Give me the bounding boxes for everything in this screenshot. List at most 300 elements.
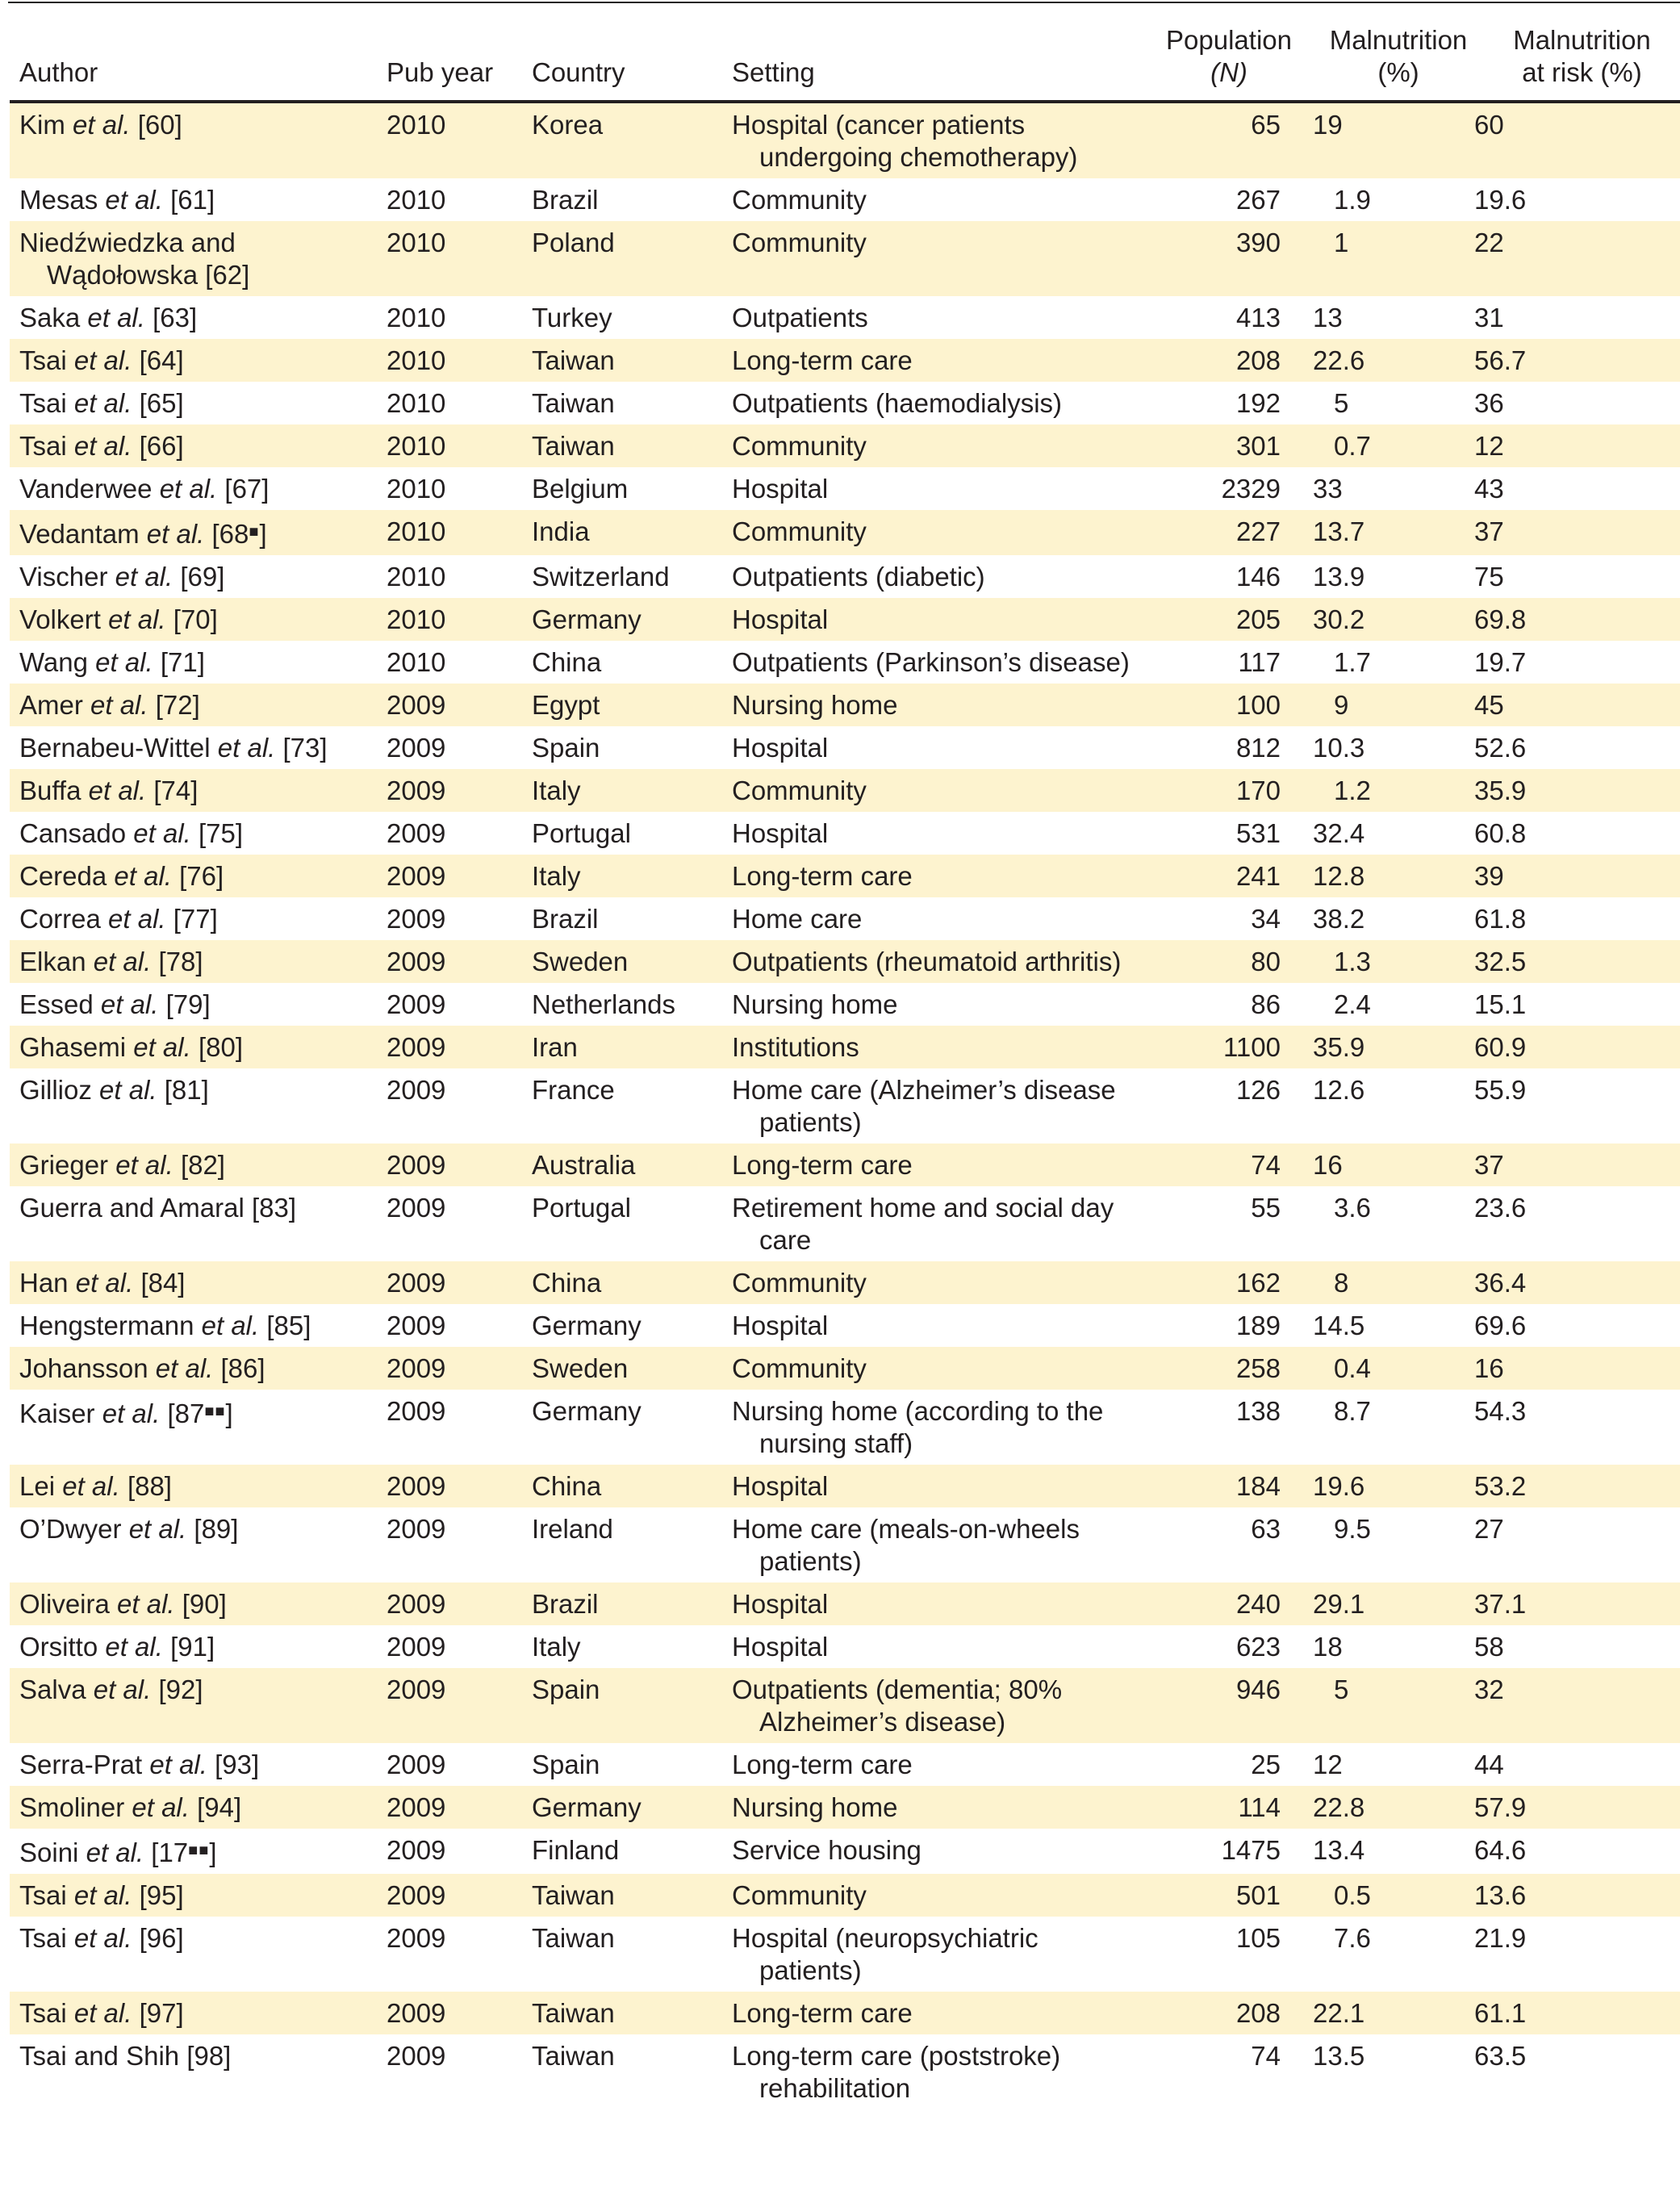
cell-setting (722, 1507, 1135, 1582)
table-row (10, 855, 1680, 897)
cell-malnutrition (1313, 467, 1474, 510)
author-name: Salva (19, 1674, 86, 1704)
cell-population: 413 (1235, 303, 1281, 332)
table-row (10, 1829, 1680, 1874)
author-ref: [81] (164, 1075, 209, 1105)
author-name: Bernabeu-Wittel (19, 733, 211, 763)
cell-malnutrition (1313, 555, 1474, 598)
malnutrition-value: 22.8 (1313, 1792, 1365, 1822)
cell-malnutrition (1313, 424, 1474, 467)
cell-author (10, 1068, 377, 1143)
cell-pub-year: 2009 (387, 1923, 446, 1953)
setting-text: Hospital (732, 1632, 829, 1662)
author-name: Serra-Prat (19, 1750, 143, 1779)
table-row (10, 1874, 1680, 1917)
author-etal: et al. (159, 474, 218, 504)
table-body (10, 102, 1680, 2109)
cell-at-risk (1474, 1874, 1680, 1917)
cell-population: 162 (1135, 1261, 1313, 1304)
cell-population: 192 (1235, 388, 1281, 418)
header-population-line2: (N) (1210, 57, 1247, 87)
cell-at-risk (1474, 598, 1680, 641)
header-malnutrition-line2: (%) (1377, 57, 1419, 87)
table-row (10, 1992, 1680, 2034)
author-ref: [71] (160, 647, 205, 677)
at-risk-value: 69.6 (1474, 1311, 1527, 1340)
at-risk-value: 16 (1474, 1353, 1504, 1383)
cell-pub-year: 2010 (387, 303, 446, 332)
cell-country: Taiwan (522, 1992, 722, 2034)
author-etal: et al. (95, 647, 153, 677)
cell-pub-year: 2009 (377, 1143, 522, 1186)
cell-author (10, 2034, 377, 2109)
cell-country: India (522, 510, 722, 555)
author-name: Tsai (19, 388, 67, 418)
table-row (10, 983, 1680, 1026)
setting-text: Nursing home (732, 690, 898, 720)
author-etal: et al. (73, 345, 132, 375)
author-etal: et al. (128, 1514, 187, 1544)
author-ref: [68■] (211, 519, 267, 549)
cell-population: 208 (1135, 1992, 1313, 2034)
malnutrition-value: 10.3 (1313, 733, 1365, 763)
cell-country: Poland (522, 221, 722, 296)
cell-pub-year: 2009 (377, 1026, 522, 1068)
table-row (10, 467, 1680, 510)
cell-setting (722, 1786, 1135, 1829)
cell-author (10, 467, 377, 510)
author-etal: et al. (105, 1632, 163, 1662)
cell-at-risk (1474, 1347, 1680, 1390)
author-etal: et al. (75, 1268, 134, 1298)
cell-author (10, 1261, 377, 1304)
table-row (10, 1347, 1680, 1390)
author-etal: et al. (90, 690, 148, 720)
at-risk-value: 63.5 (1474, 2041, 1527, 2071)
cell-setting (722, 1992, 1135, 2034)
author-etal: et al. (108, 904, 166, 934)
setting-text: Long-term care (poststroke) rehabilitation (732, 2041, 1061, 2103)
setting-text: Hospital (732, 818, 829, 848)
table-row (10, 1143, 1680, 1186)
setting-text: Outpatients (dementia; 80% Alzheimer’s disease) (732, 1674, 1063, 1737)
author-name: Amer (19, 690, 83, 720)
cell-malnutrition (1313, 983, 1474, 1026)
author-ref: [94] (197, 1792, 242, 1822)
cell-country: Spain (522, 1668, 722, 1743)
cell-pub-year: 2009 (387, 1311, 446, 1340)
cell-author (10, 102, 377, 178)
cell-malnutrition (1313, 178, 1474, 221)
cell-at-risk (1474, 983, 1680, 1026)
malnutrition-value: 1.9 (1334, 185, 1371, 215)
cell-population: 241 (1135, 855, 1313, 897)
author-name: Cansado (19, 818, 127, 848)
setting-text: Community (732, 1268, 867, 1298)
author-etal: et al. (86, 1838, 144, 1867)
cell-population: 114 (1135, 1786, 1313, 1829)
author-etal: et al. (132, 1792, 190, 1822)
cell-population: 126 (1235, 1075, 1281, 1105)
author-etal: et al. (73, 1998, 132, 2028)
at-risk-value: 35.9 (1474, 776, 1527, 805)
cell-author (10, 1668, 377, 1743)
cell-country: Sweden (522, 1347, 722, 1390)
table-row (10, 1582, 1680, 1625)
malnutrition-value: 2.4 (1334, 989, 1371, 1019)
cell-country: Germany (532, 1311, 641, 1340)
cell-at-risk (1474, 2034, 1680, 2109)
cell-at-risk (1474, 1186, 1680, 1261)
cell-setting (722, 684, 1135, 726)
cell-author (10, 1786, 377, 1829)
author-ref: [72] (155, 690, 200, 720)
cell-author (10, 1582, 377, 1625)
setting-text: Community (732, 516, 867, 546)
cell-population: 812 (1235, 733, 1281, 763)
author-etal: et al. (73, 431, 132, 461)
setting-text: Home care (732, 904, 863, 934)
setting-text: Home care (meals-on-wheels patients) (732, 1514, 1080, 1576)
author-etal: et al. (133, 1032, 191, 1062)
malnutrition-value: 19 (1313, 110, 1343, 140)
cell-author (10, 812, 377, 855)
at-risk-value: 54.3 (1474, 1396, 1527, 1426)
cell-population: 2329 (1221, 474, 1281, 504)
author-etal: et al. (99, 1075, 157, 1105)
cell-population: 55 (1251, 1193, 1281, 1223)
cell-setting (722, 897, 1135, 940)
author-name: Essed (19, 989, 94, 1019)
cell-pub-year: 2009 (377, 1261, 522, 1304)
author-name: Vanderwee (19, 474, 153, 504)
cell-at-risk (1474, 769, 1680, 812)
header-country: Country (522, 0, 722, 102)
author-name: Smoliner (19, 1792, 125, 1822)
author-ref: [63] (153, 303, 198, 332)
malnutrition-value: 8.7 (1334, 1396, 1371, 1426)
table-row (10, 1625, 1680, 1668)
author-etal: et al. (105, 185, 163, 215)
header-population-line1: Population (1166, 25, 1292, 55)
at-risk-value: 52.6 (1474, 733, 1527, 763)
cell-author (10, 1507, 377, 1582)
cell-malnutrition (1313, 1261, 1474, 1304)
author-ref: [92] (158, 1674, 203, 1704)
malnutrition-value: 16 (1313, 1150, 1343, 1180)
cell-country: Ireland (532, 1514, 613, 1544)
cell-population: 531 (1235, 818, 1281, 848)
cell-setting (722, 555, 1135, 598)
cell-malnutrition (1313, 855, 1474, 897)
cell-malnutrition (1313, 812, 1474, 855)
author-name: Vischer (19, 562, 108, 592)
cell-country: Taiwan (522, 424, 722, 467)
cell-malnutrition (1313, 726, 1474, 769)
at-risk-value: 37.1 (1474, 1589, 1527, 1619)
cell-at-risk (1474, 296, 1680, 339)
author-name: Gillioz (19, 1075, 92, 1105)
cell-population: 946 (1135, 1668, 1313, 1743)
at-risk-value: 21.9 (1474, 1923, 1527, 1953)
cell-at-risk (1474, 940, 1680, 983)
cell-pub-year: 2009 (377, 855, 522, 897)
cell-author (10, 424, 377, 467)
malnutrition-value: 1.7 (1334, 647, 1371, 677)
cell-pub-year: 2010 (387, 647, 446, 677)
cell-pub-year: 2010 (387, 562, 446, 592)
cell-author (10, 1874, 377, 1917)
header-at-risk-line1: Malnutrition (1513, 25, 1651, 55)
cell-setting (722, 296, 1135, 339)
setting-text: Nursing home (732, 989, 898, 1019)
author-name: Saka (19, 303, 81, 332)
cell-at-risk (1474, 382, 1680, 424)
setting-text: Hospital (cancer patients undergoing chemotherapy) (732, 110, 1078, 172)
cell-at-risk (1474, 1917, 1680, 1992)
setting-text: Hospital (732, 1471, 829, 1501)
cell-author (10, 221, 377, 296)
cell-setting (722, 2034, 1135, 2109)
cell-population: 65 (1135, 102, 1313, 178)
cell-population: 258 (1135, 1347, 1313, 1390)
malnutrition-value: 22.6 (1313, 345, 1365, 375)
at-risk-value: 19.7 (1474, 647, 1527, 677)
malnutrition-value: 13.5 (1313, 2041, 1365, 2071)
cell-country: Sweden (522, 940, 722, 983)
reference-marker-icon: ■■ (204, 1403, 226, 1420)
author-etal: et al. (133, 818, 191, 848)
cell-author (10, 940, 377, 983)
cell-at-risk (1474, 897, 1680, 940)
author-ref: [87■■] (167, 1399, 233, 1428)
at-risk-value: 64.6 (1474, 1835, 1527, 1865)
at-risk-value: 56.7 (1474, 345, 1527, 375)
cell-setting (722, 424, 1135, 467)
at-risk-value: 61.8 (1474, 904, 1527, 934)
at-risk-value: 12 (1474, 431, 1504, 461)
author-ref: [67] (224, 474, 270, 504)
cell-pub-year: 2010 (377, 102, 522, 178)
cell-population: 80 (1135, 940, 1313, 983)
cell-author (10, 1186, 377, 1261)
table-row (10, 339, 1680, 382)
malnutrition-value: 29.1 (1313, 1589, 1365, 1619)
table-row (10, 897, 1680, 940)
cell-pub-year: 2009 (387, 1514, 446, 1544)
cell-malnutrition (1313, 1625, 1474, 1668)
cell-setting (722, 855, 1135, 897)
setting-text: Long-term care (732, 345, 913, 375)
cell-pub-year: 2009 (387, 1632, 446, 1662)
setting-text: Hospital (732, 1311, 829, 1340)
author-etal: et al. (73, 388, 132, 418)
author-name: Vedantam (19, 519, 140, 549)
at-risk-value: 61.1 (1474, 1998, 1527, 2028)
malnutrition-value: 7.6 (1334, 1923, 1371, 1953)
cell-country: Brazil (532, 185, 599, 215)
author-ref: [96] (139, 1923, 184, 1953)
cell-malnutrition (1313, 1874, 1474, 1917)
setting-text: Hospital (732, 474, 829, 504)
cell-malnutrition (1313, 1992, 1474, 2034)
cell-malnutrition (1313, 1582, 1474, 1625)
author-ref: [88] (127, 1471, 172, 1501)
author-etal: et al. (115, 562, 173, 592)
cell-at-risk (1474, 1390, 1680, 1465)
malnutrition-value: 13.4 (1313, 1835, 1365, 1865)
cell-setting (722, 1261, 1135, 1304)
malnutrition-value: 1.2 (1334, 776, 1371, 805)
author-etal: et al. (115, 1150, 173, 1180)
author-ref: [61] (170, 185, 215, 215)
malnutrition-value: 0.4 (1334, 1353, 1371, 1383)
cell-setting (722, 1347, 1135, 1390)
cell-malnutrition (1313, 382, 1474, 424)
cell-country: Portugal (532, 818, 631, 848)
cell-pub-year: 2009 (387, 1835, 446, 1865)
cell-population: 105 (1235, 1923, 1281, 1953)
cell-at-risk (1474, 812, 1680, 855)
cell-pub-year: 2009 (387, 818, 446, 848)
cell-pub-year: 2009 (377, 1786, 522, 1829)
header-setting: Setting (722, 0, 1135, 102)
cell-author (10, 1026, 377, 1068)
cell-malnutrition (1313, 897, 1474, 940)
setting-text: Community (732, 228, 867, 257)
author-name: Soini (19, 1838, 79, 1867)
cell-population: 390 (1135, 221, 1313, 296)
author-name: Oliveira (19, 1589, 110, 1619)
cell-pub-year: 2009 (387, 2041, 446, 2071)
table-row (10, 1186, 1680, 1261)
cell-author (10, 855, 377, 897)
malnutrition-value: 33 (1313, 474, 1343, 504)
table-row (10, 296, 1680, 339)
table-row (10, 598, 1680, 641)
cell-country: Portugal (532, 1193, 631, 1223)
author-etal: et al. (102, 1399, 161, 1428)
malnutrition-value: 19.6 (1313, 1471, 1365, 1501)
table-row (10, 726, 1680, 769)
cell-country: China (522, 1261, 722, 1304)
header-malnutrition-line1: Malnutrition (1329, 25, 1468, 55)
reference-marker-icon: ■■ (188, 1842, 210, 1859)
cell-malnutrition (1313, 1026, 1474, 1068)
table-row (10, 641, 1680, 684)
malnutrition-value: 5 (1334, 1674, 1349, 1704)
cell-at-risk (1474, 1465, 1680, 1507)
malnutrition-prevalence-table (10, 0, 1680, 2109)
cell-setting (722, 726, 1135, 769)
cell-setting (722, 1068, 1135, 1143)
cell-population: 301 (1135, 424, 1313, 467)
author-etal: et al. (146, 519, 205, 549)
cell-population: 74 (1135, 1143, 1313, 1186)
table-row (10, 1786, 1680, 1829)
cell-country: Finland (532, 1835, 620, 1865)
cell-population: 138 (1235, 1396, 1281, 1426)
header-population (1135, 0, 1313, 102)
at-risk-value: 43 (1474, 474, 1504, 504)
cell-setting (722, 382, 1135, 424)
at-risk-value: 69.8 (1474, 604, 1527, 634)
cell-setting (722, 1026, 1135, 1068)
cell-country: Iran (522, 1026, 722, 1068)
author-ref: [62] (205, 260, 250, 290)
at-risk-value: 22 (1474, 228, 1504, 257)
cell-at-risk (1474, 1304, 1680, 1347)
table-row (10, 1743, 1680, 1786)
table-row (10, 1026, 1680, 1068)
header-pub-year: Pub year (377, 0, 522, 102)
cell-malnutrition (1313, 1390, 1474, 1465)
malnutrition-value: 18 (1313, 1632, 1343, 1662)
cell-population: 170 (1135, 769, 1313, 812)
cell-population: 117 (1238, 647, 1281, 677)
cell-malnutrition (1313, 769, 1474, 812)
setting-text: Hospital (732, 733, 829, 763)
cell-at-risk (1474, 855, 1680, 897)
cell-author (10, 178, 377, 221)
setting-text: Institutions (732, 1032, 859, 1062)
cell-setting (722, 812, 1135, 855)
cell-population: 208 (1135, 339, 1313, 382)
cell-pub-year: 2010 (377, 598, 522, 641)
cell-population: 34 (1251, 904, 1281, 934)
cell-population: 63 (1251, 1514, 1281, 1544)
cell-malnutrition (1313, 940, 1474, 983)
cell-author (10, 510, 377, 555)
cell-country: China (522, 1465, 722, 1507)
author-name: Buffa (19, 776, 81, 805)
malnutrition-value: 13.7 (1313, 516, 1365, 546)
cell-setting (722, 1874, 1135, 1917)
cell-author (10, 555, 377, 598)
author-name: Volkert (19, 604, 101, 634)
cell-country: Germany (522, 1786, 722, 1829)
cell-population: 100 (1135, 684, 1313, 726)
cell-country: Italy (522, 769, 722, 812)
cell-pub-year: 2009 (377, 940, 522, 983)
author-name: Cereda (19, 861, 107, 891)
table-row (10, 1261, 1680, 1304)
cell-malnutrition (1313, 598, 1474, 641)
cell-author (10, 1347, 377, 1390)
cell-malnutrition (1313, 2034, 1474, 2109)
at-risk-value: 45 (1474, 690, 1504, 720)
author-ref: [83] (251, 1193, 297, 1223)
at-risk-value: 58 (1474, 1632, 1504, 1662)
cell-at-risk (1474, 555, 1680, 598)
author-name: Wang (19, 647, 88, 677)
cell-country: Korea (522, 102, 722, 178)
cell-at-risk (1474, 510, 1680, 555)
cell-setting (722, 1390, 1135, 1465)
author-name: Orsitto (19, 1632, 98, 1662)
table-row (10, 2034, 1680, 2109)
cell-setting (722, 1743, 1135, 1786)
at-risk-value: 60 (1474, 110, 1504, 140)
cell-population: 86 (1251, 989, 1281, 1019)
author-etal: et al. (93, 1674, 152, 1704)
table-header-row (10, 0, 1680, 102)
author-ref: [69] (180, 562, 225, 592)
cell-setting (722, 983, 1135, 1026)
author-ref: [90] (182, 1589, 227, 1619)
cell-setting (722, 1917, 1135, 1992)
cell-setting (722, 1668, 1135, 1743)
